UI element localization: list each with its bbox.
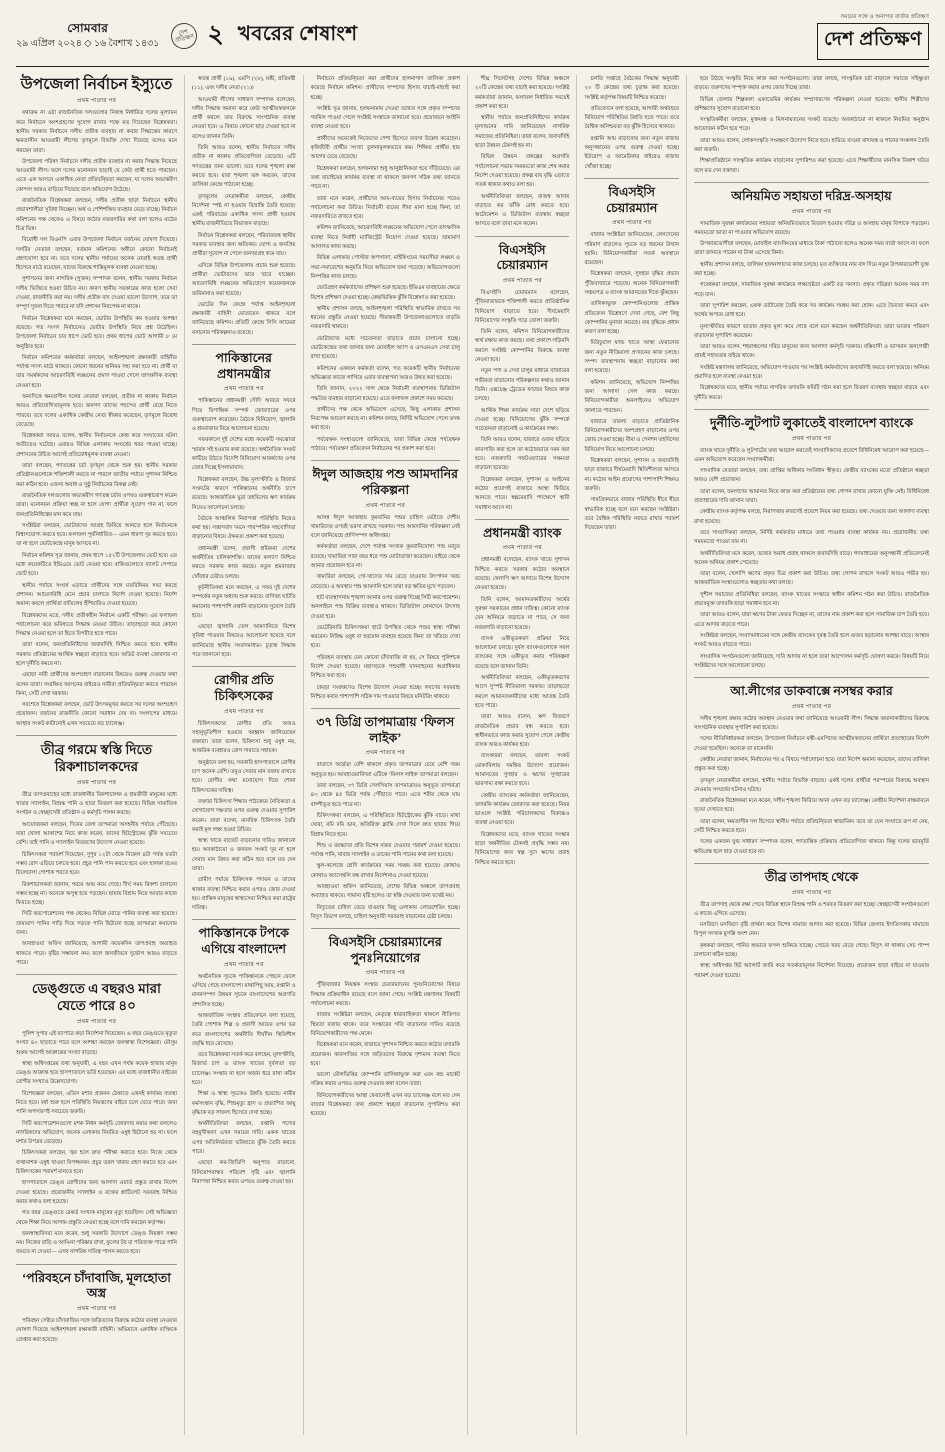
article-paragraph: রপ্তানি আয় বাড়ানোর জন্য নতুন বাজার অনুসন্ধানের ওপর গুরুত্ব দেওয়া হচ্ছে। ইউরোপ ও আমেরিকার বাইরেও বাজার খোঁজা হচ্ছে। [584, 135, 679, 170]
seal-icon: দেশ প্রতিক্ষণ [169, 20, 200, 51]
article-paragraph: তীব্র তাপপ্রবাহের মধ্যে রাজধানীর রিকশাচালক ও শ্রমজীবী মানুষের মধ্যে খাবার স্যালাইন, বিশুদ্ধ পানি ও ছাতা বিতরণ করা হয়েছে। বিভিন্ন সামাজিক সংগঠন ও স্বেচ্ছাসেবী প্রতিষ্ঠান এ কর্মসূচি পালন করছে। [16, 791, 177, 817]
article-paragraph: তীব্র তাপদাহ থেকে রক্ষা পেতে বিভিন্ন স্থানে বিশুদ্ধ পানি ও শরবত বিতরণ করা হচ্ছে। স্বেচ্ছাসেবী সংগঠনগুলো এ কাজে এগিয়ে এসেছে। [694, 901, 929, 917]
article-paragraph: রাজনৈতিক বিশ্লেষকরা বলছেন, দলীয় প্রতীক ছাড়া নির্বাচনে স্থানীয় প্রভাবশালীরা সুবিধা নিচ্ছেন। অর্থ ও পেশিশক্তির ব্যবহার বেড়ে যাচ্ছে। নির্বাচন কমিশনের পক্ষ থেকেও এ বিষয়ে কঠোর নজরদারির কথা বলা হলেও মাঠের চিত্র ভিন্ন। [16, 198, 177, 232]
article-paragraph: কমিশনের একজন কর্মকর্তা বলেন, গত কয়েকটি স্থানীয় নির্বাচনের অভিজ্ঞতা কাজে লাগিয়ে এবার ব্যবস্থাপনা আরও উন্নত করা হয়েছে। [310, 365, 460, 381]
article-paragraph: বিশ্লেষকদের মতে, ব্যাংক খাতের সংস্কার ছাড়া অর্থনীতির টেকসই প্রবৃদ্ধি সম্ভব নয়। বিনিয়োগের জন্য স্বল্প সুদে ঋণের প্রবাহ নিশ্চিত করতে হবে। [474, 831, 570, 866]
article-paragraph: দলের নীতিনির্ধারকরা বলছেন, উপজেলা নির্বাচনে মন্ত্রী-এমপিদের আত্মীয়স্বজনের প্রার্থিতা প্রত্যাহারের নির্দেশ দেওয়া হয়েছিল। অনেকে তা মানেননি। [694, 736, 929, 752]
article-paragraph: গত বছর ডেঙ্গুতে রেকর্ড সংখ্যক মানুষের মৃত্যু হয়েছিল। সেই অভিজ্ঞতা থেকে শিক্ষা নিয়ে আগাম প্রস্তুতি নেওয়া হচ্ছে বলে দাবি করছেন কর্তৃপক্ষ। [16, 1210, 177, 1226]
article-paragraph: পুলিশ সুপার এই ব্যাপারে কড়া নির্দেশনা দিয়েছেন। এ বছর ডেঙ্গুতে মৃত্যুর সংখ্যা ৪০ ছাড়াতে পারে বলে আশঙ্কা করছেন জনস্বাস্থ্য বিশেষজ্ঞরা। মৌসুম শুরুর আগেই আক্রান্তের সংখ্যা বাড়ছে। [16, 1030, 177, 1056]
article-paragraph: স্বাস্থ্য খাতে বাজেট বাড়ানোর দাবিও জানানো হয়। অবকাঠামো ও জনবল সংকট দূর না হলে সেবার মান উন্নত করা কঠিন হবে বলে মত দেন তারা। [191, 838, 296, 872]
article-paragraph: বিরোধী দল বিএনপি এবার উপজেলা নির্বাচন বর্জনের ঘোষণা দিয়েছে। দলটির নেতারা বলছেন, বর্তমান কমিশনের অধীনে কোনো নির্বাচনই গ্রহণযোগ্য হবে না। তবে দলের স্থানীয় পর্যায়ের অনেক নেতাই স্বতন্ত্র প্রার্থী হিসেবে মাঠে রয়েছেন, যাদের বিরুদ্ধে শাস্তিমূলক ব্যবস্থা নেওয়া হচ্ছে। [16, 237, 177, 272]
article-paragraph: হাসপাতালে ডেঙ্গু রোগীদের জন্য আলাদা ওয়ার্ড প্রস্তুত রাখার নির্দেশ দেওয়া হয়েছে। প্রয়োজনীয় স্যালাইন ও রক্তের প্লাটিলেট সরবরাহ নিশ্চিত করার কথাও বলা হয়েছে। [16, 1180, 177, 1205]
article-paragraph: বাজারে তারল্য বাড়াতে প্রাতিষ্ঠানিক বিনিয়োগকারীদের অংশগ্রহণ বাড়ানোর ওপর জোর দেওয়া হচ্ছে। বীমা ও পেনশন তহবিলের বিনিয়োগ নিয়ে আলোচনা চলছে। [584, 418, 679, 453]
article-paragraph: হাট ব্যবস্থাপনায় শৃঙ্খলা আনার ওপর গুরুত্ব দিচ্ছে সিটি করপোরেশন। অনলাইনে পশু বিক্রির ব্যবস্থাও থাকবে। ডিজিটাল লেনদেনে উৎসাহ দেওয়া হবে। [310, 594, 460, 620]
article-headline: অনিয়মিত সহায়তা দরিদ্র-অসহায় [694, 182, 929, 205]
article-byline: প্রথম পাতার পর [76, 98, 117, 105]
article-byline: প্রথম পাতার পর [502, 545, 542, 552]
article-paragraph: চিকিৎসকদের রোগীর প্রতি আরও সহানুভূতিশীল হওয়ার আহ্বান জানিয়েছেন বক্তারা। তারা বলেন, চিকিৎসা শুধু ওষুধ নয়, আন্তরিক ব্যবহারও রোগ সারাতে সহায়ক। [191, 720, 296, 755]
article-headline: আ.লীগের ডাকবাক্সে নসম্বর করার [694, 677, 929, 700]
article-headline: তীব্র তাপদাহ থেকে [694, 863, 929, 886]
article-paragraph: শিক্ষা ও স্বাস্থ্য সূচকেও উন্নতি হয়েছে। নারীর কর্মসংস্থান বৃদ্ধি, শিশুমৃত্যু হ্রাস ও প্রত্যাশিত আয়ু বৃদ্ধিকে বড় সাফল্য হিসেবে দেখা হচ্ছে। [191, 1091, 296, 1116]
article-body [311, 75, 460, 454]
article-paragraph: বিশ্লেষকরা বলছেন, সুশাসন ও জবাবদিহি ছাড়া বাজারে দীর্ঘমেয়াদি স্থিতিশীলতা আসবে না। কঠোর আইন প্রয়োগের পাশাপাশি শিক্ষাও জরুরি। [584, 458, 679, 492]
article-paragraph: যথাক্রম না ওঠা রাজনৈতিক দলগুলোর নিজস্ব নির্ধারিত দলের মূল্যায়ন করে নির্বাচনে অংশগ্রহণের সুযোগ রাখার পক্ষে মত দিয়েছেন বিশ্লেষকরা। স্থানীয় সরকার নির্বাচনে দলীয় প্রতীক ব্যবহার না করার সিদ্ধান্তের কারণে ক্ষমতাসীন আওয়ামী লীগের তৃণমূলে বিভক্তি দেখা দিয়েছে বলেও মনে করছেন তারা। [16, 110, 177, 154]
article-paragraph: স্কুল-কলেজে শ্রেণি কার্যক্রমের সময় সমন্বয় করা হয়েছে। কোথাও কোথাও অ্যাসেম্বলি বন্ধ রাখার নির্দেশনাও দেওয়া হয়েছে। [310, 863, 460, 879]
article-paragraph: কৃষকরা বলছেন, পানির অভাবে ফসল শুকিয়ে যাচ্ছে। সেচের খরচ বেড়ে গেছে। বিদ্যুৎ না থাকায় সেচ পাম্প চালানো কঠিন হচ্ছে। [694, 942, 929, 958]
article-paragraph: তারা বলছেন, গণতন্ত্রের চর্চা তৃণমূল থেকে শুরু হয়। স্থানীয় সরকার প্রতিষ্ঠানগুলোকে শক্তিশালী করতে না পারলে জাতীয় পর্যায়ে সুশাসন নিশ্চিত করা কঠিন হবে। এজন্য অবাধ ও সুষ্ঠু নির্বাচনের বিকল্প নেই। [16, 463, 177, 488]
article-paragraph: স্থানীয় প্রশাসন বলছে, তালিকা হালনাগাদের কাজ চলছে। মৃত ব্যক্তিদের নাম বাদ দিয়ে নতুন উপকারভোগী যুক্ত করা হচ্ছে। [694, 261, 929, 278]
article-paragraph: নির্বাচনে প্রতিদ্বন্দ্বিতা করা প্রার্থীদের হালনাগাদ তালিকা প্রকাশ করেছে নির্বাচন কমিশন। প্রার্থীদের সম্পদের হিসাব যাচাই-বাছাই করা হচ্ছে। [310, 76, 460, 101]
article-headline: প্রধানমন্ত্রী ব্যাংক [475, 519, 570, 542]
article-paragraph: তৃণমূলের নেতাকর্মীরা বলছেন, কেন্দ্রীয় নির্দেশনা স্পষ্ট না হওয়ায় বিভ্রান্তি তৈরি হয়েছে। একই পরিবারের একাধিক সদস্য প্রার্থী হওয়ায় স্থানীয় রাজনীতিতে বিভাজন বাড়ছে। [191, 193, 296, 228]
article-paragraph: ভেটেরিনারি চিকিৎসকরা হাটে উপস্থিত থেকে পশুর স্বাস্থ্য পরীক্ষা করবেন। নিষিদ্ধ ওষুধ বা হরমোন ব্যবহার হয়েছে কিনা তা খতিয়ে দেখা হবে। [310, 624, 460, 650]
article-paragraph: বাতাসে আর্দ্রতা বেশি থাকলে প্রকৃত তাপমাত্রার চেয়ে বেশি গরম অনুভূত হয়। আবহাওয়াবিদরা এটিকে ‘ফিলস লাইক’ তাপমাত্রা বলছেন। [310, 762, 460, 778]
article-body [192, 973, 296, 1188]
article-paragraph: কেন্দ্রীয় ব্যাংক কর্তৃপক্ষ বলছে, নিরাপত্তার কারণেই প্রবেশে নিয়ম করা হয়েছে। তথ্য দেওয়ার জন্য আলাদা ব্যবস্থা রাখা হয়েছে। [694, 509, 929, 525]
article-byline: প্রথম পাতার পর [224, 386, 264, 393]
article-headline: উপজেলা নির্বাচন ইস্যুতে [20, 76, 173, 93]
article-paragraph: স্থানীয় পর্যায়ে জনপ্রতিনিধিদের কার্যক্রম মূল্যায়নের দাবি জানিয়েছেন নাগরিক সমাজের প্রতিনিধিরা। তারা বলেন, জবাবদিহি ছাড়া উন্নয়ন টেকসই হয় না। [474, 115, 570, 150]
article-paragraph: তারা বলেন, জনপ্রতিনিধিদের জবাবদিহি নিশ্চিত করতে হবে। স্থানীয় সরকার প্রতিষ্ঠানের আর্থিক স্বচ্ছতা বাড়াতে হবে। অডিট ব্যবস্থা জোরদার না হলে দুর্নীতি কমবে না। [16, 642, 177, 667]
article-byline: প্রথম পাতার পর [76, 1306, 117, 1312]
article-paragraph: তারা বলেন, জনগণের আমানত নিয়ে কাজ করা প্রতিষ্ঠানের তথ্য গোপন রাখার কোনো যুক্তি নেই। বিধিনিষেধ প্রত্যাহারের দাবি জানান তারা। [694, 488, 929, 505]
article-body [16, 1317, 177, 1345]
article-paragraph: সামগ্রিকভাবে বাজার পরিস্থিতি ধীরে ধীরে স্বাভাবিক হচ্ছে বলে মনে করছেন সংশ্লিষ্টরা। তবে বৈশ্বিক পরিস্থিতি নজরে রাখার পরামর্শ দিয়েছেন তারা। [584, 497, 679, 532]
article-body [694, 901, 929, 981]
article-headline: বিএসইসি চেয়ারম্যান [584, 178, 679, 216]
article-paragraph: বিভিন্ন জেলায় শিল্পকলা একাডেমির কার্যক্রম সম্প্রসারণের পরিকল্পনা নেওয়া হয়েছে। স্থানীয় শিল্পীদের প্রশিক্ষণের সুযোগ বাড়ানো হবে। [694, 96, 929, 112]
article-paragraph: সামাজিক সুরক্ষা কার্যক্রমের সহায়তা অনিয়মিতভাবে বিতরণ হওয়ায় দরিদ্র ও অসহায় মানুষ বিপাকে পড়ছেন। সময়মতো ভাতা না পাওয়ার অভিযোগ রয়েছে। [694, 220, 929, 236]
article-byline: প্রথম পাতার পর [365, 970, 405, 977]
article-paragraph: ভোটগ্রহণ কর্মকর্তাদের প্রশিক্ষণ শুরু হয়েছে। ইভিএম ব্যবহারের ক্ষেত্রে বিশেষ প্রশিক্ষণ দেওয়া হচ্ছে। কেন্দ্রভিত্তিক ঝুঁকি বিশ্লেষণও করা হয়েছে। [310, 285, 460, 301]
day-name: সোমবার [67, 21, 109, 36]
article-byline: প্রথম পাতার পর [791, 435, 832, 442]
article-paragraph: কমিশন জানিয়েছে, অভিযোগ নিষ্পত্তির জন্য আলাদা সেল কাজ করছে। বিনিয়োগকারীরা অনলাইনেও অভিযোগ জানাতে পারছেন। [584, 379, 679, 414]
article-paragraph: সাংবাদিক নেতারা বলছেন, তথ্য প্রাপ্তির অধিকার সংবিধান স্বীকৃত। কেন্দ্রীয় ব্যাংকের মতো প্রতিষ্ঠানে স্বচ্ছতা আরও বেশি প্রয়োজন। [694, 468, 929, 484]
article-paragraph: পুঁজিবাজার নিয়ন্ত্রক সংস্থার চেয়ারম্যানের পুনঃনিয়োগের বিষয়ে সিদ্ধান্ত প্রক্রিয়াধীন রয়েছে বলে জানা গেছে। সংশ্লিষ্ট মন্ত্রণালয় বিষয়টি পর্যালোচনা করছে। [310, 982, 460, 1008]
article-paragraph: এদিকে বিভিন্ন উপজেলায় প্রচার শুরু হয়েছে। প্রার্থীরা ভোটারদের দ্বারে দ্বারে যাচ্ছেন। আচরণবিধি লঙ্ঘনের অভিযোগে কয়েকজনকে জরিমানাও করা হয়েছে। [191, 262, 296, 297]
article-paragraph: নির্বাচন বিশ্লেষকরা বলছেন, পরিবারতন্ত্র স্থানীয় সরকার ব্যবস্থার জন্য ক্ষতিকর। যোগ্য ও জনপ্রিয় প্রার্থীরা সুযোগ না পেলে জনআগ্রহ কমে যায়। [191, 232, 296, 258]
article-paragraph: তারা আরও বলেন, শহরাঞ্চলের দরিদ্র মানুষের জন্য আলাদা কর্মসূচি দরকার। বস্তিবাসী ও ভাসমান জনগোষ্ঠী প্রায়ই সহায়তার বাইরে থাকে। [694, 344, 929, 360]
article-paragraph: বিশেষজ্ঞরা বলছেন, এডিস মশার প্রজনন ঠেকাতে এখনই কার্যকর ব্যবস্থা নিতে হবে। বর্ষা শুরু হলে পরিস্থিতি নিয়ন্ত্রণের বাইরে চলে যেতে পারে। জমা পানি অপসারণই সবচেয়ে জরুরি। [16, 1090, 177, 1116]
article-paragraph: চিকিৎসকরা পরামর্শ দিয়েছেন, দুপুর ১২টা থেকে বিকেল ৪টা পর্যন্ত যতটা সম্ভব রোদ এড়িয়ে চলতে হবে। প্রচুর পানি পান করতে হবে এবং হালকা রঙের ঢিলেঢালা পোশাক পরতে হবে। [16, 851, 177, 877]
article-paragraph: সংশ্লিষ্টরা বলছেন, সংবাদমাধ্যমের সঙ্গে কেন্দ্রীয় ব্যাংকের দূরত্ব তৈরি হলে গুজব ছড়ানোর আশঙ্কা বাড়ে। আস্থার সংকট আরও বাড়তে পারে। [694, 632, 929, 649]
article-paragraph: বাজার সংশ্লিষ্টরা জানিয়েছেন, লেনদেনের পরিমাণ বাড়লেও সূচকে বড় ধরনের উত্থান হয়নি। বিনিয়োগকারীরা সতর্ক অবস্থানে রয়েছেন। [584, 232, 679, 267]
article-body [16, 791, 177, 968]
column-5 [577, 75, 687, 1435]
article-paragraph: বাজার সংশ্লিষ্টরা বলছেন, নেতৃত্বে ধারাবাহিকতা থাকলে নীতিগত স্থিরতা বজায় থাকে। তবে সংস্কারের গতি বাড়ানোর দাবিও রয়েছে বিনিয়োগকারীদের পক্ষ থেকে। [310, 1012, 460, 1037]
article-paragraph: তিনি জানান, ২০২২ সাল থেকে নির্বাচনী ব্যবস্থাপনায় ডিজিটাল পদ্ধতির ব্যবহার বাড়ানো হয়েছে। এতে ফলাফল প্রকাশে সময় কমেছে। [310, 386, 460, 402]
brand-logo: দেশ প্রতিক্ষণ [817, 23, 929, 60]
date-line: ২৯ এপ্রিল ২০২৪ ◇ ১৬ বৈশাখ ১৪৩১ [16, 39, 160, 50]
article-paragraph: বিদ্যুতের চাহিদা বেড়ে যাওয়ায় কিছু এলাকায় লোডশেডিং হচ্ছে। বিদ্যুৎ বিভাগ বলছে, চাহিদা অনুযায়ী সরবরাহ বাড়ানোর চেষ্টা চলছে। [310, 904, 460, 920]
article-paragraph: তারা সুপারিশ করছেন, একক ডাটাবেজ তৈরি করে সব কার্যক্রম সমন্বয় করা হোক। এতে দ্বৈততা কমবে এবং অর্থের অপচয় রোধ হবে। [694, 302, 929, 319]
article-headline: পাকিস্তানের প্রধানমন্ত্রীর [192, 344, 296, 382]
article-paragraph: বিশ্লেষকরা মনে করেন, বাজারে সুশাসন নিশ্চিত করতে কঠোর তদারকি প্রয়োজন। কারসাজির সঙ্গে জড়িতদের বিরুদ্ধে দৃশ্যমান ব্যবস্থা নিতে হবে। [310, 1042, 460, 1067]
article-paragraph: আবহাওয়া অফিস জানিয়েছে, দেশের বিভিন্ন অঞ্চলে তাপপ্রবাহ অব্যাহত থাকবে। সামান্য বৃষ্টি হলেও তা স্বস্তি দেওয়ার জন্য যথেষ্ট নয়। [310, 883, 460, 900]
article-body [192, 720, 296, 914]
brand [817, 14, 929, 60]
article-byline: প্রথম পাতার পর [224, 961, 264, 968]
article-paragraph: তারা বলেন, ক্ষমতাসীন দল হিসেবে স্থানীয় পর্যায়ে প্রতিদ্বন্দ্বিতা স্বাভাবিক। তবে তা যেন সংঘাতে রূপ না নেয়, সেটি নিশ্চিত করতে হবে। [694, 818, 929, 834]
article-paragraph: ব্যাংক খাতে দুর্নীতি ও লুটপাটের তথ্য আড়াল করতেই সাংবাদিকদের প্রবেশে বিধিনিষেধ আরোপ করা হয়েছে— এমন অভিযোগ করেছেন সংবাদকর্মীরা। [694, 447, 929, 463]
article-paragraph: জনস্বাস্থ্যবিদরা মনে করেন, শুধু সরকারি উদ্যোগে ডেঙ্গু নিয়ন্ত্রণ সম্ভব নয়। নিজের বাড়ি ও আঙিনা পরিষ্কার রাখা, ফুলের টব বা পরিত্যক্ত পাত্রে পানি জমতে না দেওয়া— এসব নাগরিক দায়িত্ব পালন করতে হবে। [16, 1230, 177, 1256]
article-paragraph: তবে সাংবাদিকরা বলছেন, নির্দিষ্ট কর্মকর্তার মাধ্যমে তথ্য পাওয়ার ব্যবস্থা কার্যকর নয়। প্রয়োজনীয় তথ্য সময়মতো পাওয়া যায় না। [694, 529, 929, 546]
article-paragraph: উপকারভোগীরা বলছেন, মোবাইল ব্যাংকিংয়ের মাধ্যমে টাকা পাঠানো হলেও অনেক সময় বার্তা আসে না। ফলে তারা জানতে পারেন না টাকা এসেছে কিনা। [694, 241, 929, 257]
article-paragraph: কমিশন জানিয়েছে, আচরণবিধি লঙ্ঘনের অভিযোগ পেলে তাৎক্ষণিক ব্যবস্থা নিতে নির্বাহী ম্যাজিস্ট্রেট নিয়োগ দেওয়া হয়েছে। ভ্রাম্যমাণ আদালত কাজ করছে। [310, 225, 460, 251]
article-paragraph: ভোটারদের মধ্যে সচেতনতা বাড়াতে প্রচার চালানো হচ্ছে। ভোটকেন্দ্রের তথ্য জানার জন্য মোবাইল অ্যাপ ও এসএমএস সেবা চালু রাখা হয়েছে। [310, 335, 460, 361]
article-body [475, 289, 570, 513]
article-paragraph: অর্থনৈতিক সূচকে পাকিস্তানকে পেছনে ফেলে এগিয়ে গেছে বাংলাদেশ। মাথাপিছু আয়, রপ্তানি ও মানবসম্পদ উন্নয়ন সূচকে বাংলাদেশের অগ্রগতি প্রশংসিত হচ্ছে। [191, 973, 296, 1008]
article-paragraph: ভালো মৌলভিত্তির কোম্পানি তালিকাভুক্ত করা এবং বন্ড মার্কেট সক্রিয় করার ওপরও গুরুত্ব দেওয়ার কথা বলেন তারা। [310, 1072, 460, 1088]
article-paragraph: অনুষ্ঠানে বলা হয়, সরকারি হাসপাতালে রোগীর চাপ অনেক বেশি। তবুও সেবার মান বজায় রাখতে হবে। রোগীর কথা মনোযোগ দিয়ে শোনা চিকিৎসকের দায়িত্ব। [191, 759, 296, 794]
page-number: ২ [207, 21, 224, 48]
article-headline: তীব্র গরমে স্বস্তি দিতে রিকশাচালকদের [16, 735, 177, 776]
article-paragraph: সংশ্লিষ্টরা বলছেন, ভোটারদের আগ্রহ ফিরিয়ে আনতে হলে নির্বাচনকে বিশ্বাসযোগ্য করতে হবে। ফলাফল পূর্বনির্ধারিত— এমন ধারণা দূর করতে হবে। তা না হলে ভোটকেন্দ্রে মানুষ আসবে না। [16, 522, 177, 548]
article-byline: প্রথম পাতার পর [76, 1018, 117, 1025]
article-paragraph: গবেষকরা বলছেন, সামাজিক সুরক্ষা কার্যক্রমে লক্ষ্যভ্রষ্টতা একটি বড় সমস্যা। প্রকৃত দরিদ্ররা অনেক সময় বাদ পড়ে যান। [694, 282, 929, 298]
article-body [694, 447, 929, 672]
article-byline: প্রথম পাতার পর [365, 750, 405, 757]
article-paragraph: সাংবাদিক সংগঠনগুলো জানিয়েছে, দাবি আদায় না হলে তারা আন্দোলন কর্মসূচি ঘোষণা করবে। বিষয়টি নিয়ে সংশ্লিষ্টদের সঙ্গে আলোচনা চলছে। [694, 653, 929, 669]
article-paragraph: বিশ্লেষকরা আরও বলেন, স্থানীয় নির্বাচনকে কেন্দ্র করে সংঘাতের ঘটনা অতীতেও ঘটেছে। এবারও বিভিন্ন এলাকায় সংঘর্ষের খবর পাওয়া যাচ্ছে। প্রশাসনের উচিত আগেই প্রতিরোধমূলক ব্যবস্থা নেওয়া। [16, 433, 177, 458]
article-paragraph: স্থানীয় পর্যায়ে সংঘর্ষ এড়াতে প্রার্থীদের সঙ্গে মতবিনিময় সভা করছে প্রশাসন। আচরণবিধি মেনে প্রচার চালাতে নির্দেশ দেওয়া হয়েছে। নির্দেশ অমান্য করলে প্রার্থিতা বাতিলের হুঁশিয়ারিও দেওয়া হয়েছে। [16, 582, 177, 608]
article-headline: বিএসইসি চেয়ারম্যান [475, 236, 570, 274]
article-paragraph: চিকিৎসকরা বলছেন, এ পরিস্থিতিতে হিটস্ট্রোকের ঝুঁকি বাড়ে। মাথা ঘোরা, বমি বমি ভাব, অতিরিক্ত ক্লান্তি দেখা দিলে দ্রুত ছায়ায় গিয়ে বিশ্রাম নিতে হবে। [310, 812, 460, 838]
article-body [192, 397, 296, 660]
article-paragraph: সফরকালে দুই দেশের মধ্যে কয়েকটি সমঝোতা স্মারক সই হওয়ার কথা রয়েছে। অর্থনৈতিক সংকট কাটিয়ে উঠতে বিদেশি বিনিয়োগ আকর্ষণের ওপর জোর দিচ্ছে ইসলামাবাদ। [191, 437, 296, 472]
article-paragraph: তারা বলেন, খেলাপি ঋণের প্রকৃত চিত্র প্রকাশ করা উচিত। তথ্য গোপন রাখলে সংকট আরও গভীর হয়। আন্তর্জাতিক সংস্থাগুলোও স্বচ্ছতার কথা বলছে। [694, 571, 929, 587]
article-paragraph: মূল্যস্ফীতির কারণে ভাতার প্রকৃত মূল্য কমে গেছে বলে মনে করছেন অর্থনীতিবিদরা। তারা ভাতার পরিমাণ বাড়ানোর সুপারিশ করেছেন। [694, 323, 929, 339]
article-paragraph: এছাড়া কর-জিডিপি অনুপাত বাড়ানো, বিনিয়োগবান্ধব পরিবেশ সৃষ্টি এবং জ্বালানি নিরাপত্তা নিশ্চিত করার ওপরও গুরুত্ব দেওয়া হয়। [191, 1160, 296, 1185]
article-paragraph: তবে বিশ্লেষকরা সতর্ক করে বলছেন, মূল্যস্ফীতি, রিজার্ভ চাপ ও ব্যাংক খাতের দুর্বলতা বড় চ্যালেঞ্জ। সংস্কার না হলে অর্জন ধরে রাখা কঠিন হবে। [191, 1052, 296, 1086]
article-paragraph: বিনিয়োগকারীদের আস্থা ফেরানোই এখন বড় চ্যালেঞ্জ বলে মত দেন বাজার বিশ্লেষকরা। তথ্য প্রকাশে স্বচ্ছতা বাড়ানোর সুপারিশও করা হয়েছে। [310, 1092, 460, 1118]
article-headline: পাকিস্তানকে টপকে এগিয়ে বাংলাদেশ [192, 919, 296, 957]
article-paragraph: আওয়ামী লীগের সাধারণ সম্পাদক বলেছেন, দলীয় সিদ্ধান্ত অমান্য করে কেউ আত্মীয়স্বজনকে প্রার্থী করলে তার বিরুদ্ধে সাংগঠনিক ব্যবস্থা নেওয়া হবে। এ বিষয়ে কোনো ছাড় দেওয়া হবে না বলেও জানান তিনি। [191, 96, 296, 140]
article-paragraph: বিশ্লেষকরা বলছেন, সুদহার বৃদ্ধির প্রভাব পুঁজিবাজারে পড়েছে। অনেক বিনিয়োগকারী সঞ্চয়পত্র ও ব্যাংক আমানতের দিকে ঝুঁকছেন। [584, 271, 679, 296]
article-paragraph: আয়োজকরা বলছেন, দিনের বেলা তাপমাত্রা অসহনীয় পর্যায়ে পৌঁছেছে। যারা খোলা আকাশের নিচে কাজ করেন, তাদের হিটস্ট্রোকের ঝুঁকি সবচেয়ে বেশি। তাই পানি ও স্যালাইন বিতরণের উদ্যোগ নেওয়া হয়েছে। [16, 821, 177, 847]
column-1 [16, 75, 185, 1435]
article-paragraph: বিশ্লেষকরা বলছেন, হলফনামা শুধু আনুষ্ঠানিকতা হয়ে দাঁড়িয়েছে। এর তথ্য যাচাইয়ের কার্যকর ব্যবস্থা না থাকলে জনগণ সঠিক তথ্য জানতে পারে না। [310, 165, 460, 191]
article-paragraph: অর্থনীতিবিদরা বলছেন, একীভূতকরণের আগে সুস্পষ্ট নীতিমালা দরকার। তাড়াহুড়ো করলে আমানতকারীদের মধ্যে আতঙ্ক তৈরি হতে পারে। [474, 675, 570, 709]
article-paragraph: সুশীল সমাজের প্রতিনিধিরা বলছেন, ব্যাংক খাতের সংস্কারে স্বাধীন কমিশন গঠন করা উচিত। রাজনৈতিক প্রভাবমুক্ত তদারকি ছাড়া সমাধান হবে না। [694, 591, 929, 608]
article-paragraph: আর্থিক শিক্ষা কার্যক্রম সারা দেশে ছড়িয়ে দেওয়া হচ্ছে। বিনিয়োগের ঝুঁকি সম্পর্কে সচেতনতা বাড়ানোই এ কার্যক্রমের লক্ষ্য। [474, 407, 570, 433]
article-paragraph: বিএসইসি চেয়ারম্যান বলেছেন, পুঁজিবাজারকে শক্তিশালী করতে প্রাতিষ্ঠানিক বিনিয়োগ বাড়াতে হবে। দীর্ঘমেয়াদি বিনিয়োগের সংস্কৃতি গড়ে তোলা জরুরি। [474, 290, 570, 324]
article-headline: ৩৭ ডিগ্রি তাপমাত্রায় ‘ফিলস লাইক’ [311, 708, 460, 746]
article-paragraph: আন্তর্জাতিক সংস্থার প্রতিবেদনে বলা হয়েছে, তৈরি পোশাক শিল্প ও প্রবাসী আয়ের ওপর ভর করে বাংলাদেশের অর্থনীতি দীর্ঘদিন স্থিতিশীল প্রবৃদ্ধি ধরে রেখেছে। [191, 1012, 296, 1047]
article-paragraph: দলের একজন যুগ্ম সাধারণ সম্পাদক বলেন, গণতান্ত্রিক প্রক্রিয়ায় প্রতিযোগিতা থাকবে। কিন্তু দলের ভাবমূর্তি ক্ষতিগ্রস্ত হলে ছাড় দেওয়া হবে না। [694, 839, 929, 855]
article-paragraph: খামারিরা বলছেন, গো-খাদ্যের দাম বেড়ে যাওয়ায় উৎপাদন খরচ বেড়েছে। এ অবস্থায় পশু আমদানি হলে তারা বড় ক্ষতির মুখে পড়বেন। [310, 574, 460, 590]
article-body [16, 109, 177, 729]
article-byline: প্রথম পাতার পর [76, 779, 117, 786]
article-paragraph: চলতি সপ্তাহে বৈঠকের সিদ্ধান্ত অনুযায়ী ২০ টি কেন্দ্রের তথ্য চূড়ান্ত করা হয়েছে। সংশ্লিষ্ট কর্তৃপক্ষ বিষয়টি নিশ্চিত করেছে। [584, 76, 679, 101]
article-byline: প্রথম পাতার পর [791, 208, 832, 215]
article-paragraph: রাজনৈতিক বিশ্লেষকরা মনে করেন, দলীয় শৃঙ্খলা ফিরিয়ে আনা এখন বড় চ্যালেঞ্জ। কেন্দ্রীয় নির্দেশনা বাস্তবায়নে দৃঢ়তা দেখাতে হবে। [694, 798, 929, 814]
article-paragraph: মিউচুয়াল ফান্ড খাতে আস্থা ফেরানোর জন্য নতুন নীতিমালা প্রণয়নের কাজ চলছে। সম্পদ ব্যবস্থাপনায় স্বচ্ছতা বাড়ানোর কথা বলা হয়েছে। [584, 340, 679, 375]
article-paragraph: তিনি বলেন, কমিশন বিনিয়োগকারীদের স্বার্থ রক্ষায় কাজ করছে। তথ্য প্রকাশে গড়িমসি করলে সংশ্লিষ্ট কোম্পানির বিরুদ্ধে ব্যবস্থা নেওয়া হবে। [474, 329, 570, 364]
article-paragraph: সংশ্লিষ্ট সূত্র জানায়, হলফনামায় দেওয়া তথ্যের সঙ্গে প্রকৃত সম্পদের গরমিল পাওয়া গেলে সংশ্লিষ্ট সংস্থাকে জানানো হবে। প্রয়োজনে আইনি ব্যবস্থা নেওয়া হবে। [310, 105, 460, 131]
article-paragraph: তিনি আরও বলেন, স্থানীয় নির্বাচনে দলীয় প্রতীক না থাকায় প্রতিযোগিতা বেড়েছে। এটি গণতন্ত্রের জন্য ভালো। তবে দলের শৃঙ্খলা রক্ষা করতে হবে। যারা শৃঙ্খলা ভঙ্গ করবেন, তাদের তালিকা কেন্দ্রে পাঠানো হচ্ছে। [191, 145, 296, 189]
article-paragraph: স্থানীয় প্রশাসন বলছে, আইনশৃঙ্খলা পরিস্থিতি স্বাভাবিক রাখতে সব ধরনের প্রস্তুতি নেওয়া হয়েছে। সীমান্তবর্তী উপজেলাগুলোতে বাড়তি নজরদারি থাকবে। [310, 305, 460, 331]
article-headline: রোগীর প্রতি চিকিৎসকের [192, 666, 296, 704]
article-body [475, 75, 570, 230]
article-paragraph: আবহাওয়া অফিস জানিয়েছে, আগামী কয়েকদিন তাপপ্রবাহ অব্যাহত থাকতে পারে। বৃষ্টির সম্ভাবনা কম। ফলে জনজীবনে দুর্ভোগ আরও বাড়তে পারে। [16, 941, 177, 966]
article-paragraph: প্রধানমন্ত্রী বলেন, প্রবাসী শ্রমিকরা দেশের অর্থনীতির চালিকাশক্তি। তাদের কল্যাণ নিশ্চিত করতে সরকার কাজ করছে। নতুন শ্রমবাজার খোঁজার চেষ্টাও চলছে। [191, 545, 296, 580]
article-paragraph: কূটনীতিকরা মনে করছেন, এ সফর দুই দেশের সম্পর্কের নতুন অধ্যায় শুরু করবে। বাণিজ্য ঘাটতি কমানোর পাশাপাশি রপ্তানি বাড়ানোর সুযোগ তৈরি হবে। [191, 584, 296, 619]
article-headline: বিএসইসি চেয়ারম্যানের পুনঃনিয়োগের [311, 928, 460, 966]
column-3 [304, 75, 468, 1435]
article-paragraph: শীঘ্র সিলেটসহ দেশের বিভিন্ন অঞ্চলে ২০টি কেন্দ্রের তথ্য যাচাই করা হয়েছে। সংশ্লিষ্ট কর্মকর্তারা জানান, ফলাফল নির্ধারিত সময়েই প্রকাশ করা হবে। [474, 76, 570, 110]
article-headline: দুর্নীতি-লুটপাট লুকাতেই বাংলাদেশ ব্যাংকে [694, 409, 929, 432]
article-body [311, 981, 460, 1119]
article-paragraph: তারা মনে করেন, প্রার্থীদের আয়-ব্যয়ের হিসাব নির্বাচনের পরেও পর্যালোচনা করা উচিত। নির্বাচনী ব্যয়ের সীমা মানা হচ্ছে কিনা, তা নজরদারিতে রাখতে হবে। [310, 195, 460, 221]
article-body [192, 75, 296, 338]
article-paragraph: তারা আরও বলেন, যারা ঋণের টাকা ফেরত দিচ্ছেন না, তাদের নাম প্রকাশ করা হলে সামাজিক চাপ তৈরি হবে। এতে আদায় বাড়তে পারে। [694, 612, 929, 628]
brand-kicker: সময়ের সঙ্গে ও অনাগত বার্তার প্রতিক্ষণ [840, 14, 929, 20]
article-paragraph: এছাড়া জ্বালানি তেল আমদানিতে বিশেষ সুবিধা পাওয়ার বিষয়েও আলোচনা হয়েছে বলে জানিয়েছে স্থানীয় সংবাদমাধ্যম। চূড়ান্ত সিদ্ধান্ত পরে জানানো হবে। [191, 624, 296, 658]
article-paragraph: স্বতন্ত্র প্রার্থী (১৯), এমপি (২৮), মন্ত্রী, প্রতিমন্ত্রী (১১), এবং দলীয় নেতা (২১)। [191, 76, 296, 92]
article-paragraph: অর্থনীতিবিদরা বলছেন, রপ্তানি পণ্যের বহুমুখীকরণ এখন সময়ের দাবি। একক খাতের ওপর অতিনির্ভরতা ভবিষ্যতে ঝুঁকি তৈরি করতে পারে। [191, 1121, 296, 1156]
article-paragraph: চামড়া সংরক্ষণেও বিশেষ উদ্যোগ নেওয়া হচ্ছে। লবণের সরবরাহ নিশ্চিত করার পাশাপাশি সঠিক দাম পাওয়ার বিষয়ে মনিটরিং থাকবে। [310, 684, 460, 700]
article-byline: প্রথম পাতার পর [502, 278, 542, 284]
article-paragraph: সংশ্লিষ্ট মন্ত্রণালয় জানিয়েছে, অভিযোগ পাওয়ার পর সংশ্লিষ্ট কর্মকর্তাদের জবাবদিহি করতে বলা হয়েছে। অনিয়ম প্রমাণিত হলে ব্যবস্থা নেওয়া হবে। [694, 364, 929, 381]
article-paragraph: সবশেষে বিশ্লেষকরা বলছেন, ভোট উৎসবমুখর করতে সব দলের অংশগ্রহণ প্রয়োজন। বর্জনের রাজনীতি কোনো সমাধান দেয় না। সংলাপের মাধ্যমে আস্থার সংকট কাটানোই এখন সবচেয়ে বড় চ্যালেঞ্জ। [16, 702, 177, 727]
article-body [311, 514, 460, 703]
article-paragraph: প্রার্থীদের অনেকেই নিজেদের পেশা হিসেবে ব্যবসা উল্লেখ করেছেন। কৃষিজীবী প্রার্থীর সংখ্যা তুলনামূলকভাবে কম। শিক্ষিত প্রার্থীর হার আগের চেয়ে বেড়েছে। [310, 135, 460, 161]
article-paragraph: প্রতিবেদনে বলা হয়েছে, আগামী অর্থবছরে বিনিয়োগ পরিস্থিতির উন্নতি হতে পারে। তবে বৈশ্বিক অনিশ্চয়তা বড় ঝুঁকি হিসেবে থাকবে। [584, 105, 679, 131]
section-title: খবরের শেষাংশ [237, 23, 358, 45]
article-paragraph: পর্যবেক্ষক সংস্থাগুলো জানিয়েছে, তারা বিভিন্ন কেন্দ্রে পর্যবেক্ষক পাঠাবে। পর্যবেক্ষণ প্রতিবেদন নির্বাচনের পর প্রকাশ করা হবে। [310, 436, 460, 452]
article-byline: প্রথম পাতার পর [365, 502, 405, 509]
article-paragraph: নির্বাচন কমিশনের কর্মকর্তারা বলছেন, আইনশৃঙ্খলা রক্ষাকারী বাহিনীর পর্যাপ্ত সদস্য মাঠে থাকবে। কোনো ধরনের অনিয়ম সহ্য করা হবে না। প্রার্থী বা তার সমর্থকদের আচরণবিধি লঙ্ঘনের প্রমাণ পাওয়া গেলে তাৎক্ষণিক ব্যবস্থা নেওয়া হবে। [16, 354, 177, 389]
article-headline: ডেঙ্গুতে এ বছরও মারা যেতে পারে ৪০ [16, 974, 177, 1015]
article-paragraph: বৈঠকে আঞ্চলিক নিরাপত্তা পরিস্থিতি নিয়েও কথা হয়। সন্ত্রাসবাদ দমনে পারস্পরিক সহযোগিতা বাড়ানোর বিষয়ে ঐকমত্য প্রকাশ করা হয়েছে। [191, 515, 296, 541]
article-body [694, 715, 929, 857]
article-paragraph: বিশ্লেষকরা বলছেন, সুশাসন ও আইনের কঠোর প্রয়োগই বাজারে আস্থা ফিরিয়ে আনতে পারে। স্বল্পমেয়াদি পদক্ষেপে স্থায়ী সমাধান আসে না। [474, 476, 570, 511]
article-paragraph: বিভিন্ন উন্নয়ন প্রকল্পের অগ্রগতি পর্যালোচনা সভায় সময়মতো কাজ শেষ করার নির্দেশ দেওয়া হয়েছে। প্রকল্প ব্যয় বৃদ্ধি এড়াতে সতর্ক থাকার কথাও বলা হয়। [474, 154, 570, 189]
article-paragraph: নতুন পণ্য ও সেবা চালুর মাধ্যমে বাজারের গভীরতা বাড়ানোর পরিকল্পনার কথাও জানান তিনি। এক্সচেঞ্জ ট্রেডেড ফান্ডের বিষয়ে কাজ চলছে। [474, 368, 570, 403]
article-paragraph: প্রার্থীদের পক্ষ থেকে অভিযোগ এসেছে, কিছু এলাকায় প্রশাসন নিরপেক্ষ আচরণ করছে না। কমিশন বলছে, নির্দিষ্ট অভিযোগ পেলে তদন্ত করা হবে। [310, 406, 460, 432]
article-paragraph: অর্থনীতিবিদরা বলছেন, রাজস্ব আদায় বাড়াতে কর ফাঁকি রোধ করতে হবে। অটোমেশন ও ডিজিটাল ব্যবস্থায় স্বচ্ছতা আসবে বলে তারা মনে করেন। [474, 193, 570, 228]
article-paragraph: সিটি করপোরেশনের পক্ষ থেকেও বিভিন্ন মোড়ে পানির ব্যবস্থা করা হয়েছে। ভ্রাম্যমাণ পানির গাড়ি দিয়ে সড়কে পানি ছিটানো হচ্ছে তাপমাত্রা কমানোর জন্য। [16, 911, 177, 936]
article-paragraph: পরিবহন ব্যবস্থায় যেন কোনো চাঁদাবাজি না হয়, সে বিষয়ে পুলিশকে নির্দেশ দেওয়া হয়েছে। মহাসড়কে পশুবাহী যানবাহনের অগ্রাধিকার নিশ্চিত করা হবে। [310, 654, 460, 680]
masthead [16, 14, 929, 67]
article-paragraph: অর্থনীতিবিদরা মনে করেন, তথ্যের অবাধ প্রবাহ থাকলে জবাবদিহি বাড়ে। গণমাধ্যমের অনুসন্ধানী প্রতিবেদনেই অনেক অনিয়ম প্রকাশ পেয়েছে। [694, 550, 929, 566]
article-paragraph: তিনি আরও বলেন, বাজারে গুজব ছড়িয়ে কারসাজি করা হলে তা কঠোরভাবে দমন করা হবে। নজরদারি সফটওয়্যারের সক্ষমতা বাড়ানো হয়েছে। [474, 437, 570, 472]
article-paragraph: বিভিন্ন এলাকায় পোস্টার অপসারণ, মাইকিংয়ের সময়সীমা লঙ্ঘন ও সভা-সমাবেশের অনুমতি নিয়ে অভিযোগ জমা পড়েছে। অভিযোগগুলো নিষ্পত্তির কাজ চলছে। [310, 255, 460, 280]
article-paragraph: সুশাসনের জন্য নাগরিক (সুজন) সম্পাদক বলেন, স্থানীয় সরকার নির্বাচন দলীয় ভিত্তিতে হওয়া উচিত নয়। কারণ স্থানীয় সরকারের কাজ হলো সেবা দেওয়া, রাজনীতি করা নয়। দলীয় প্রতীক বাদ দেওয়া ভালো উদ্যোগ, তবে তা সম্পূর্ণ সুফল দিতে পারবে না যদি প্রশাসন নিরপেক্ষ না থাকে। [16, 276, 177, 311]
article-paragraph: বিশ্লেষকদের মতে, স্থানীয় পর্যায়ে নাগরিক তদারকি কমিটি গঠন করা হলে বিতরণ ব্যবস্থায় স্বচ্ছতা বাড়বে এবং দুর্নীতি কমবে। [694, 385, 929, 401]
article-paragraph: স্বাস্থ্য অধিদপ্তর হিট অ্যালার্ট জারি করে সতর্কতামূলক নির্দেশনা দিয়েছে। প্রয়োজন ছাড়া বাইরে না যাওয়ার পরামর্শ দেওয়া হয়েছে। [694, 963, 929, 979]
article-paragraph: স্বাস্থ্য অধিদপ্তরের তথ্য অনুযায়ী, এ বছর এখন পর্যন্ত কয়েক হাজার মানুষ ডেঙ্গু আক্রান্ত হয়ে হাসপাতালে ভর্তি হয়েছেন। এর মধ্যে রাজধানীর বাইরের রোগীর সংখ্যাও উল্লেখযোগ্য। [16, 1060, 177, 1086]
date-block [16, 19, 163, 51]
article-paragraph: ভোটের দিন কেন্দ্রে পর্যাপ্ত আইনশৃঙ্খলা রক্ষাকারী বাহিনী মোতায়েন থাকবে বলে জানিয়েছে কমিশন। প্রতিটি কেন্দ্রে সিসি ক্যামেরা বসানোর পরিকল্পনাও রয়েছে। [191, 301, 296, 336]
article-byline: প্রথম পাতার পর [791, 889, 832, 896]
article-paragraph: হয়ে উঠছে সংস্কৃতি নিয়ে কাজ করা সংগঠনগুলো। তারা বলছে, সাংস্কৃতিক চর্চা বাড়ালে সমাজে সহিষ্ণুতা বাড়বে। তরুণদের সম্পৃক্ত করার ওপর জোর দিচ্ছে তারা। [694, 76, 929, 92]
article-paragraph: পাকিস্তানের প্রধানমন্ত্রী সৌদি আরবে সফরে গিয়ে দ্বিপাক্ষিক সম্পর্ক জোরদারের ওপর গুরুত্বারোপ করেছেন। বৈঠকে বিনিয়োগ, জ্বালানি ও শ্রমবাজার নিয়ে আলোচনা হয়েছে। [191, 398, 296, 433]
article-paragraph: নির্বাচন কমিশন সূত্র জানায়, প্রথম ধাপে ১৫২টি উপজেলায় ভোট হবে। এর মধ্যে কয়েকটিতে ইভিএমে ভোট নেওয়া হবে। বাকিগুলোতে ব্যালট পেপারে ভোট হবে। [16, 552, 177, 578]
article-paragraph: শিক্ষাপ্রতিষ্ঠানে সাংস্কৃতিক কার্যক্রম বাড়ানোর সুপারিশও করা হয়েছে। এতে শিক্ষার্থীদের মানসিক বিকাশ ঘটবে বলে মত দেন বক্তারা। [694, 158, 929, 174]
article-paragraph: তারা আরও বলেন, লোকসংস্কৃতি সংরক্ষণে উদ্যোগ নিতে হবে। হারিয়ে যাওয়া বাদ্যযন্ত্র ও গানের সংকলন তৈরি করা জরুরি। [694, 137, 929, 154]
article-paragraph: উপজেলা পরিষদ নির্বাচনে দলীয় প্রতীক ব্যবহার না করার সিদ্ধান্ত নিয়েছে আওয়ামী লীগ। ফলে দলের মনোনয়ন ছাড়াই যে কেউ প্রার্থী হতে পারছেন। এতে এক আসনে একাধিক নেতা প্রতিদ্বন্দ্বিতা করছেন, যা দলের অভ্যন্তরীণ কোন্দল আরও বাড়িয়ে দিয়েছে বলে অভিযোগ উঠেছে। [16, 158, 177, 193]
article-paragraph: পরিবহন সেক্টরে চাঁদাবাজির সঙ্গে জড়িতদের বিরুদ্ধে কঠোর ব্যবস্থা নেওয়ার ঘোষণা দিয়েছে আইনশৃঙ্খলা রক্ষাকারী বাহিনী। অভিযানে একাধিক ব্যক্তিকে গ্রেপ্তার করা হয়েছে। [16, 1318, 177, 1343]
article-paragraph: তারা আরও বলেন, ঋণ বিতরণে রাজনৈতিক প্রভাব বন্ধ করতে হবে। স্বাধীনভাবে কাজ করার সুযোগ পেলে কেন্দ্রীয় ব্যাংক আরও কার্যকর হবে। [474, 714, 570, 749]
article-paragraph: ব্যাংক একীভূতকরণ প্রক্রিয়া নিয়ে আলোচনা চলছে। দুর্বল ব্যাংকগুলোকে সবল ব্যাংকের সঙ্গে একীভূত করার পরিকল্পনা রয়েছে বলে জানান তিনি। [474, 635, 570, 670]
article-paragraph: তিনি বলেন, আমানতকারীদের অর্থের সুরক্ষা সরকারের প্রধান দায়িত্ব। কোনো ব্যাংক যেন অনিয়মে জড়াতে না পারে, সে জন্য নজরদারি বাড়ানো হয়েছে। [474, 596, 570, 631]
article-paragraph: প্রধানমন্ত্রী বলেছেন, ব্যাংক খাতে সুশাসন নিশ্চিত করতে সরকার কঠোর অবস্থানে রয়েছে। খেলাপি ঋণ আদায়ে বিশেষ উদ্যোগ নেওয়া হয়েছে। [474, 557, 570, 592]
article-paragraph: সিটি করপোরেশনগুলো মশক নিধন কর্মসূচি জোরদার করার কথা বললেও নাগরিকদের অভিযোগ, অনেক এলাকায় নিয়মিত ওষুধ ছিটানো হয় না। ফলে মশার উপদ্রব বেড়েছে। [16, 1120, 177, 1146]
article-paragraph: নির্বাচন বিশ্লেষকরা মনে করছেন, ভোটার উপস্থিতি কম হওয়ার আশঙ্কা রয়েছে। গত সংসদ নির্বাচনেও ভোটার উপস্থিতি নিয়ে প্রশ্ন উঠেছিল। উপজেলা নির্বাচনে চার ধাপে ভোট হবে। প্রথম ধাপের ভোট আগামী ৮ মে অনুষ্ঠিত হবে। [16, 315, 177, 350]
article-paragraph: শিশু ও বয়স্কদের প্রতি বিশেষ নজর দেওয়ার পরামর্শ দেওয়া হয়েছে। পর্যাপ্ত পানি, খাবার স্যালাইন ও ডাবের পানি পানের কথা বলা হয়েছে। [310, 842, 460, 859]
article-paragraph: তৃণমূল নেতাকর্মীরা বলছেন, স্থানীয় পর্যায়ে বিভক্তি বাড়ছে। একই দলের প্রার্থীরা পরস্পরের বিরুদ্ধে অবস্থান নেওয়ায় সংঘর্ষের ঘটনাও ঘটছে। [694, 777, 929, 793]
article-byline: প্রথম পাতার পর [224, 708, 264, 715]
article-paragraph: রিকশাচালকরা জানান, গরমে আয় কমে গেছে। দীর্ঘ সময় রিকশা চালানো সম্ভব হচ্ছে না। অনেকে অসুস্থ হয়ে পড়ছেন। ছায়ায় বিশ্রাম নিয়ে আবার কাজে ফিরতে হচ্ছে। [16, 881, 177, 907]
article-paragraph: সংস্কৃতিকর্মীরা বলছেন, মুক্তমঞ্চ ও মিলনায়তনের সংকট রয়েছে। অবকাঠামো না থাকলে নিয়মিত অনুষ্ঠান আয়োজন কঠিন হয়ে পড়ে। [694, 117, 929, 133]
article-paragraph: আসন্ন ঈদুল আজহায় কুরবানির পশুর চাহিদা মেটাতে দেশীয় খামারিদের ওপরই ভরসা রাখছে সরকার। পশু আমদানির পরিকল্পনা নেই বলে জানিয়েছে প্রাণিসম্পদ অধিদপ্তর। [310, 514, 460, 540]
article-body [311, 761, 460, 922]
article-paragraph: তারা বলছেন, ৩৭ ডিগ্রি সেলসিয়াস তাপমাত্রায়ও অনুভূত তাপমাত্রা ৪৩ থেকে ৪৫ ডিগ্রি পর্যন্ত পৌঁছাতে পারে। এতে শরীর থেকে ঘাম বাষ্পীভূত হতে পারে না। [310, 783, 460, 808]
masthead-left [16, 14, 357, 57]
column-grid [16, 75, 929, 1435]
article-byline: প্রথম পাতার পর [612, 220, 652, 227]
article-body [584, 231, 679, 533]
article-body [475, 556, 570, 868]
article-paragraph: কর্মকর্তারা বলছেন, দেশে পর্যাপ্ত সংখ্যক কুরবানিযোগ্য পশু মজুত রয়েছে। খামারিরা সারা বছর ধরে পশু মোটাতাজা করেছেন। বাইরে থেকে আনার প্রয়োজন হবে না। [310, 544, 460, 570]
article-body [584, 75, 679, 172]
article-body [694, 75, 929, 176]
column-6 [687, 75, 929, 1435]
article-paragraph: তালিকাভুক্ত কোম্পানিগুলোর প্রান্তিক প্রতিবেদন বিশ্লেষণে দেখা গেছে, বেশ কিছু কোম্পানির মুনাফা কমেছে। ব্যয় বৃদ্ধিকে প্রধান কারণ বলা হচ্ছে। [584, 301, 679, 336]
article-paragraph: দলীয় শৃঙ্খলা রক্ষায় কঠোর অবস্থান নেওয়ার কথা জানিয়েছে আওয়ামী লীগ। সিদ্ধান্ত অমান্যকারীদের বিরুদ্ধে সাংগঠনিক ব্যবস্থার সুপারিশ করা হয়েছে। [694, 715, 929, 732]
article-paragraph: বিশ্লেষকরা বলছেন, উচ্চ মূল্যস্ফীতি ও রিজার্ভ সংকটের কারণে পাকিস্তানের অর্থনীতি চাপে রয়েছে। আন্তর্জাতিক মুদ্রা তহবিলের ঋণ কার্যক্রম নিয়েও আলোচনা চলছে। [191, 476, 296, 511]
article-paragraph: চিকিৎসকরা বলছেন, জ্বর হলে দ্রুত পরীক্ষা করাতে হবে। নিজে থেকে ব্যথানাশক ওষুধ খাওয়া বিপজ্জনক। প্রচুর তরল খাবার গ্রহণ করতে হবে এবং চিকিৎসকের পরামর্শ মানতে হবে। [16, 1150, 177, 1176]
column-2 [185, 75, 304, 1435]
article-paragraph: কেন্দ্রীয় নেতারা জানান, নির্বাচনের পর এ বিষয়ে পর্যালোচনা হবে। যারা নির্দেশ অমান্য করেছেন, তাদের তালিকা প্রস্তুত করা হচ্ছে। [694, 756, 929, 773]
article-body [694, 220, 929, 403]
article-paragraph: অন্যদিকে ক্ষমতাসীন দলের নেতারা বলছেন, প্রতীক না থাকায় নির্বাচন আরও প্রতিযোগিতামূলক হবে। জনগণ তাদের পছন্দের প্রার্থী বেছে নিতে পারবে। তবে দলের একাধিক কেন্দ্রীয় নেতা স্বীকার করেছেন, তৃণমূলে বিরোধ বেড়েছে। [16, 393, 177, 428]
article-headline: ঈদুল আজহায় পশু আমদানির পরিকল্পনা [311, 460, 460, 498]
article-paragraph: এছাড়া নারী প্রার্থীদের অংশগ্রহণ বাড়ানোর বিষয়েও গুরুত্ব দেওয়ার কথা বলেন তারা। সংরক্ষিত আসনের বাইরেও নারীরা প্রতিদ্বন্দ্বিতা করতে পারছেন কিনা, সেটি দেখা দরকার। [16, 672, 177, 697]
article-paragraph: ব্যাংকাররা বলছেন, তারল্য সংকট মোকাবিলায় সমন্বিত উদ্যোগ প্রয়োজন। আমানতের সুদহার ও ঋণের সুদহারের ভারসাম্য রক্ষা করতে হবে। [474, 753, 570, 788]
article-paragraph: গ্রামীণ পর্যায়ে চিকিৎসক পদায়ন ও তাদের থাকার ব্যবস্থা নিশ্চিত করার ওপরও জোর দেওয়া হয়। প্রান্তিক মানুষের স্বাস্থ্যসেবা নিশ্চিত করা রাষ্ট্রের দায়িত্ব। [191, 877, 296, 912]
article-body [16, 1030, 177, 1258]
article-paragraph: রাজনৈতিক দলগুলোর অভ্যন্তরীণ গণতন্ত্র চর্চার ওপরও গুরুত্বারোপ করেন তারা। মনোনয়ন প্রক্রিয়া স্বচ্ছ না হলে যোগ্য প্রার্থীরা সুযোগ পান না, ফলে জনপ্রতিনিধিত্বের মান কমে যায়। [16, 492, 177, 518]
column-4 [468, 75, 578, 1435]
article-headline: ‘পরিবহনে চাঁদাবাজি, মূলহোতা অস্ত্র [16, 1264, 177, 1302]
article-paragraph: বিশ্লেষকদের মতে, দলীয় প্রতীকহীন নির্বাচন একটি পরীক্ষা। এর ফলাফল পর্যালোচনা করে ভবিষ্যতে সিদ্ধান্ত নেওয়া উচিত। তাড়াহুড়ো করে কোনো সিদ্ধান্ত নেওয়া হলে তা হিতে বিপরীত হতে পারে। [16, 612, 177, 638]
article-byline: প্রথম পাতার পর [791, 703, 832, 710]
article-paragraph: কেন্দ্রীয় ব্যাংকের কর্মকর্তারা জানিয়েছেন, তদারকি কার্যক্রম জোরদার করা হয়েছে। নিয়ম ভাঙলে সংশ্লিষ্ট পরিচালকদের বিরুদ্ধেও ব্যবস্থা নেওয়া হবে। [474, 792, 570, 827]
article-paragraph: মসজিদে মসজিদে বৃষ্টি প্রার্থনা করে বিশেষ নামাজ আদায় করা হয়েছে। বিভিন্ন জেলায় ইসতিসকার নামাজে বিপুল সংখ্যক মুসল্লি অংশ নেন। [694, 922, 929, 938]
article-paragraph: বক্তারা চিকিৎসা শিক্ষার পাঠ্যক্রমে নৈতিকতা ও যোগাযোগ দক্ষতার ওপর গুরুত্ব দেওয়ার সুপারিশ করেন। তারা বলেন, মানবিক চিকিৎসক তৈরি করাই মূল লক্ষ্য হওয়া উচিত। [191, 798, 296, 833]
